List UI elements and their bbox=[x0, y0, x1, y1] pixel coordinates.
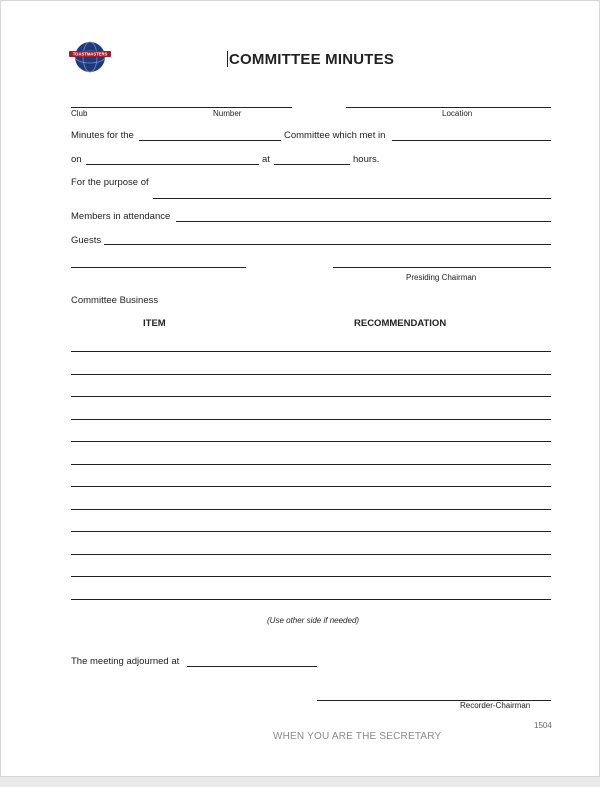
committee-name-field[interactable] bbox=[139, 140, 281, 141]
footer-text: WHEN YOU ARE THE SECRETARY bbox=[273, 731, 442, 742]
business-line[interactable] bbox=[71, 396, 551, 397]
other-side-note: (Use other side if needed) bbox=[267, 616, 360, 625]
blank-signature-field[interactable] bbox=[71, 267, 246, 268]
business-line[interactable] bbox=[71, 576, 551, 577]
presiding-chairman-label: Presiding Chairman bbox=[406, 273, 477, 282]
adjourned-time-field[interactable] bbox=[187, 666, 317, 667]
business-line[interactable] bbox=[71, 419, 551, 420]
committee-business-label: Committee Business bbox=[71, 295, 159, 306]
business-line[interactable] bbox=[71, 351, 551, 352]
members-label: Members in attendance bbox=[71, 211, 171, 222]
number-label: Number bbox=[213, 109, 242, 118]
date-field[interactable] bbox=[86, 164, 259, 165]
club-label: Club bbox=[71, 109, 88, 118]
members-field[interactable] bbox=[176, 221, 551, 222]
club-number-field[interactable] bbox=[71, 107, 292, 108]
location-field[interactable] bbox=[346, 107, 551, 108]
recorder-chairman-label: Recorder-Chairman bbox=[460, 701, 531, 710]
guests-field[interactable] bbox=[104, 244, 551, 245]
item-header: ITEM bbox=[143, 318, 166, 329]
on-label: on bbox=[71, 154, 82, 165]
purpose-field[interactable] bbox=[153, 198, 551, 199]
purpose-label: For the purpose of bbox=[71, 177, 149, 188]
form-number: 1504 bbox=[534, 721, 552, 730]
minutes-for-label: Minutes for the bbox=[71, 130, 134, 141]
presiding-chairman-field[interactable] bbox=[333, 267, 551, 268]
hours-label: hours. bbox=[353, 154, 380, 165]
adjourned-label: The meeting adjourned at bbox=[71, 656, 180, 667]
business-line[interactable] bbox=[71, 441, 551, 442]
met-in-field[interactable] bbox=[392, 140, 551, 141]
logo-text: TOASTMASTERS bbox=[72, 51, 108, 57]
location-label: Location bbox=[442, 109, 473, 118]
business-line[interactable] bbox=[71, 599, 551, 600]
business-line[interactable] bbox=[71, 464, 551, 465]
business-line[interactable] bbox=[71, 554, 551, 555]
text-cursor bbox=[227, 51, 228, 67]
business-line[interactable] bbox=[71, 531, 551, 532]
guests-label: Guests bbox=[71, 235, 102, 246]
business-line[interactable] bbox=[71, 486, 551, 487]
business-line[interactable] bbox=[71, 374, 551, 375]
time-field[interactable] bbox=[274, 164, 350, 165]
committee-met-label: Committee which met in bbox=[284, 130, 386, 141]
recommendation-header: RECOMMENDATION bbox=[354, 318, 447, 329]
business-line[interactable] bbox=[71, 509, 551, 510]
at-label: at bbox=[262, 154, 270, 165]
toastmasters-logo bbox=[68, 39, 112, 75]
form-title: COMMITTEE MINUTES bbox=[229, 51, 395, 68]
